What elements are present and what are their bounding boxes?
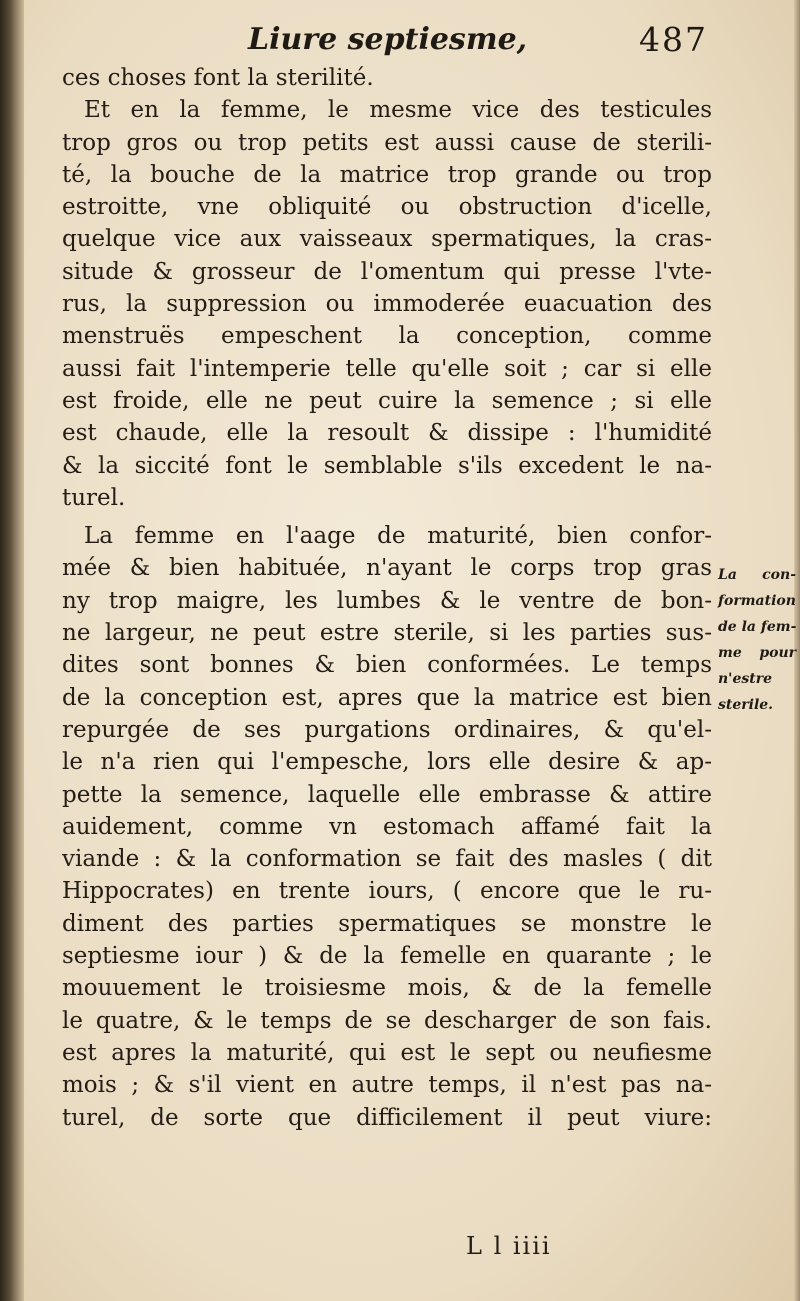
text-line: La femme en l'aage de maturité, bien confor-: [84, 523, 712, 550]
text-line: trop gros ou trop petits est aussi cause de sterili-: [62, 129, 712, 156]
text-line: mée & bien habituée, n'ayant le corps trop gras: [62, 555, 712, 582]
text-line: turel, de sorte que difficilement il peut viure:: [62, 1104, 712, 1131]
text-line: aussi fait l'intemperie telle qu'elle soit ; car si elle: [62, 355, 712, 382]
text-line: est froide, elle ne peut cuire la semence ; si elle: [62, 387, 712, 414]
text-line: Et en la femme, le mesme vice des testicules: [84, 97, 712, 124]
text-line: ny trop maigre, les lumbes & le ventre de bon-: [62, 587, 712, 614]
text-line: le n'a rien qui l'empesche, lors elle desire & ap-: [62, 749, 712, 776]
margin-note-line: sterile.: [718, 697, 774, 713]
text-line: mouuement le troisiesme mois, & de la femelle: [62, 975, 712, 1002]
text-line: quelque vice aux vaisseaux spermatiques, la cras-: [62, 226, 712, 253]
margin-note-line: n'estre: [718, 671, 773, 687]
body-text: [62, 62, 712, 1134]
margin-note-line: me pour: [718, 645, 796, 661]
running-head: Liure septiesme,: [248, 22, 528, 57]
text-line: & la siccité font le semblable s'ils excedent le na-: [62, 452, 712, 479]
signature-mark: L l iiii: [466, 1232, 552, 1260]
text-line: septiesme iour ) & de la femelle en quarante ; le: [62, 943, 712, 970]
text-line: de la conception est, apres que la matrice est bien: [62, 684, 712, 711]
text-line: pette la semence, laquelle elle embrasse & attire: [62, 781, 712, 808]
text-line: mois ; & s'il vient en autre temps, il n'est pas na-: [62, 1072, 712, 1099]
text-line: ne largeur, ne peut estre sterile, si les parties sus-: [62, 620, 712, 647]
text-line: rus, la suppression ou immoderée euacuation des: [62, 291, 712, 318]
margin-note-line: La con-: [718, 567, 796, 583]
margin-note-line: de la fem-: [718, 619, 797, 635]
text-line: est apres la maturité, qui est le sept ou neufiesme: [62, 1039, 712, 1066]
margin-note-line: formation: [718, 593, 796, 609]
text-line: estroitte, vne obliquité ou obstruction d'icelle,: [62, 194, 712, 221]
text-line: Hippocrates) en trente iours, ( encore que le ru-: [62, 878, 712, 905]
page-header: [62, 18, 712, 62]
text-line: menstruës empeschent la conception, comme: [62, 323, 712, 350]
margin-note: [718, 562, 796, 718]
text-line: situde & grosseur de l'omentum qui presse l'vte-: [62, 258, 712, 285]
page-number: 487: [639, 20, 708, 59]
text-line: le quatre, & le temps de se descharger de son fais.: [62, 1007, 712, 1034]
page-binding-edge: [0, 0, 24, 1301]
text-line: est chaude, elle la resoult & dissipe : l'humidité: [62, 420, 712, 447]
text-line: dites sont bonnes & bien conformées. Le temps: [62, 652, 712, 679]
text-line: diment des parties spermatiques se monstre le: [62, 910, 712, 937]
text-line: auidement, comme vn estomach affamé fait la: [62, 813, 712, 840]
text-line: turel.: [62, 484, 126, 511]
text-line: té, la bouche de la matrice trop grande ou trop: [62, 161, 712, 188]
text-line: ces choses font la sterilité.: [62, 65, 374, 91]
text-line: viande : & la conformation se fait des masles ( dit: [62, 846, 712, 873]
text-line: repurgée de ses purgations ordinaires, & qu'el-: [62, 716, 712, 743]
